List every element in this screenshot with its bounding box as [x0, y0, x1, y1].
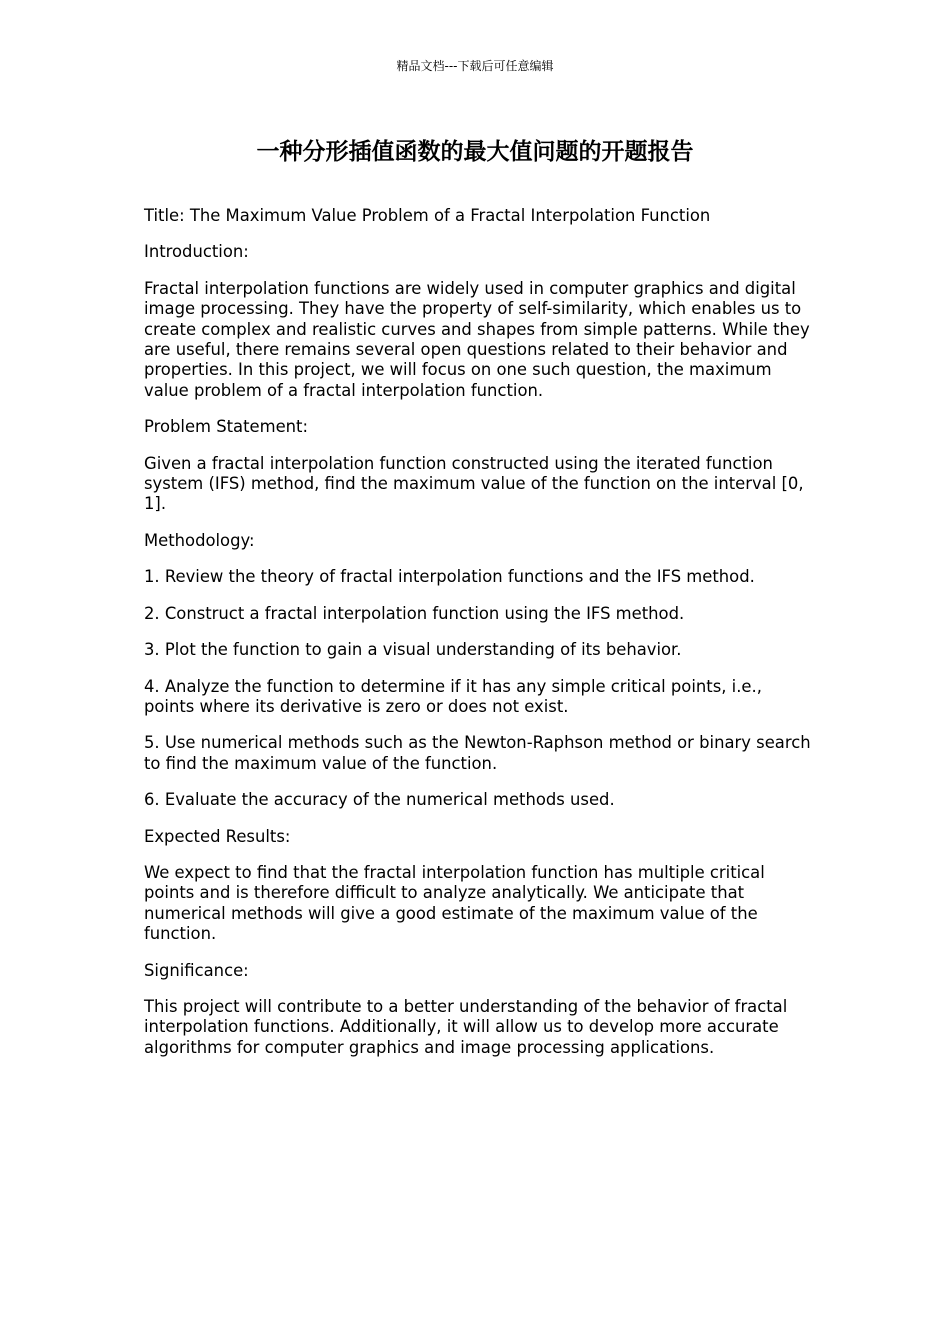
header-note: 精品文档---下载后可任意编辑	[396, 59, 554, 73]
methodology-step-4: 4. Analyze the function to determine if it has any simple critical points, i.e., points where its derivative is zero or does not exist.	[144, 676, 762, 716]
paper-title-line: Title: The Maximum Value Problem of a Fractal Interpolation Function	[144, 206, 711, 225]
section-heading-significance: Significance:	[144, 960, 249, 980]
document-title: 一种分形插值函数的最大值问题的开题报告	[256, 139, 694, 165]
section-heading-introduction: Introduction:	[144, 242, 249, 262]
document-body	[144, 206, 812, 1074]
problem-statement-paragraph: Given a fractal interpolation function constructed using the iterated function system (IFS) method, find the maximum value of the function on the interval [0, 1].	[144, 453, 804, 514]
expected-results-paragraph: We expect to find that the fractal interpolation function has multiple critical points and is therefore difficult to analyze analytically. We anticipate that numerical methods will give a good estimate of the maximum value of the function.	[144, 862, 765, 944]
methodology-step-1: 1. Review the theory of fractal interpolation functions and the IFS method.	[144, 567, 755, 587]
section-heading-expected-results: Expected Results:	[144, 826, 291, 846]
methodology-step-2: 2. Construct a fractal interpolation function using the IFS method.	[144, 603, 685, 623]
section-heading-problem-statement: Problem Statement:	[144, 417, 308, 437]
section-heading-methodology: Methodology:	[144, 530, 255, 550]
methodology-step-3: 3. Plot the function to gain a visual understanding of its behavior.	[144, 640, 682, 660]
significance-paragraph: This project will contribute to a better understanding of the behavior of fractal interpolation functions. Additionally, it will allow us to develop more accurate algorithms for computer graphics and image processing applications.	[144, 996, 788, 1057]
methodology-step-5: 5. Use numerical methods such as the Newton-Raphson method or binary search to find the maximum value of the function.	[144, 733, 811, 773]
introduction-paragraph: Fractal interpolation functions are widely used in computer graphics and digital image processing. They have the property of self-similarity, which enables us to create complex and realistic curves and shapes from simple patterns. While they are useful, there remains several open questions related to their behavior and properties. In this project, we will focus on one such question, the maximum value problem of a fractal interpolation function.	[144, 278, 810, 400]
methodology-step-6: 6. Evaluate the accuracy of the numerical methods used.	[144, 790, 615, 810]
